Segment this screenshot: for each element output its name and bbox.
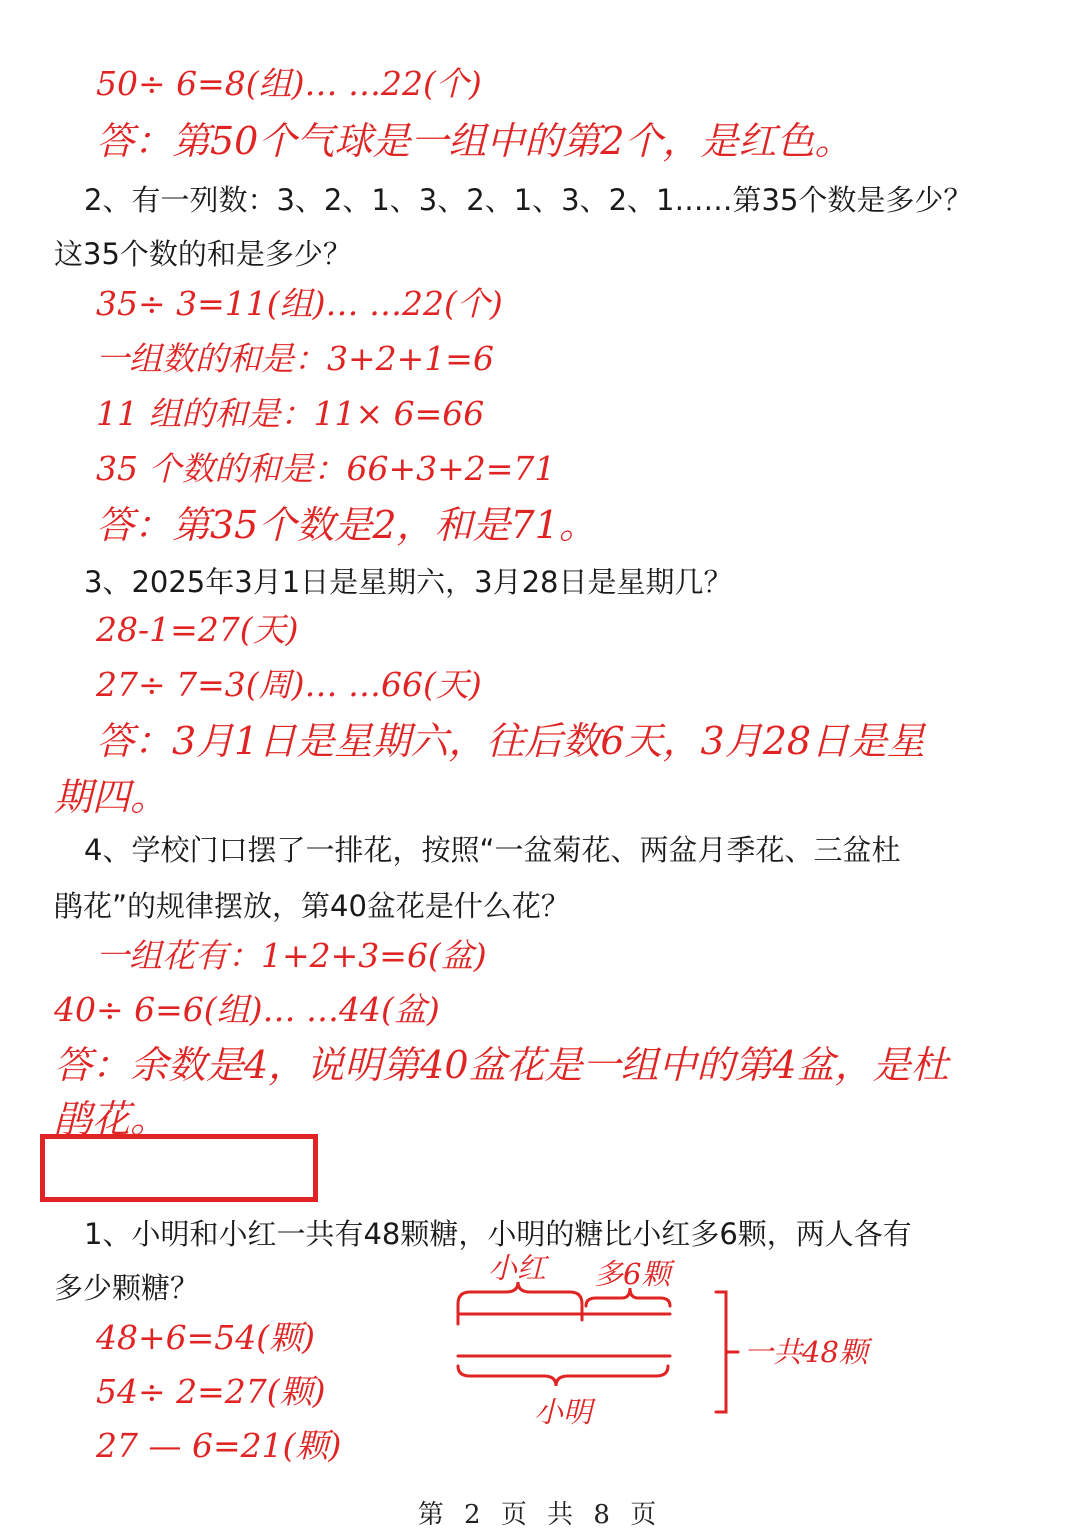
brace-xiaoming bbox=[458, 1366, 668, 1386]
answer-line: 期四。 bbox=[54, 775, 169, 819]
answer-calc-line: 27 — 6=21(颗) bbox=[96, 1426, 342, 1465]
answer-calc-line: 35 个数的和是：66+3+2=71 bbox=[96, 449, 556, 488]
answer-line: 答：第35个数是2，和是71。 bbox=[96, 503, 597, 547]
question-text: 鹃花”的规律摆放，第40盆花是什么花？ bbox=[54, 889, 570, 923]
label-xiaoming: 小明 bbox=[534, 1395, 593, 1429]
answer-calc-line: 54÷ 2=27(颗) bbox=[96, 1372, 326, 1411]
answer-calc-line: 27÷ 7=3(周)… …66(天) bbox=[96, 665, 482, 704]
answer-calc-line: 一组花有：1+2+3=6(盆) bbox=[96, 936, 487, 975]
label-total: 一共48颗 bbox=[744, 1335, 868, 1369]
question-text: 多少颗糖？ bbox=[54, 1271, 200, 1305]
answer-calc-line: 40÷ 6=6(组)… …44(盆) bbox=[54, 990, 440, 1029]
question-text: 4、学校门口摆了一排花，按照“一盆菊花、两盆月季花、三盆杜 bbox=[84, 833, 901, 867]
answer-calc-line: 一组数的和是：3+2+1=6 bbox=[96, 339, 494, 378]
question-text: 2、有一列数：3、2、1、3、2、1、3、2、1……第35个数是多少？ bbox=[84, 183, 973, 217]
answer-line: 答：第50个气球是一组中的第2个，是红色。 bbox=[96, 119, 853, 163]
answer-calc-line: 50÷ 6=8(组)… …22(个) bbox=[96, 64, 482, 103]
question-text: 3、2025年3月1日是星期六，3月28日是星期几？ bbox=[84, 565, 733, 599]
brace-xiaohong bbox=[458, 1282, 582, 1304]
section-heading bbox=[40, 1134, 318, 1202]
answer-calc-line: 35÷ 3=11(组)… …22(个) bbox=[96, 284, 503, 323]
answer-calc-line: 48+6=54(颗) bbox=[96, 1318, 316, 1357]
question-text: 1、小明和小红一共有48颗糖，小明的糖比小红多6颗，两人各有 bbox=[84, 1217, 912, 1251]
answer-line: 答：3月1日是星期六，往后数6天，3月28日是星 bbox=[96, 719, 926, 763]
answer-calc-line: 11 组的和是：11× 6=66 bbox=[96, 394, 485, 433]
question-text: 这35个数的和是多少？ bbox=[54, 237, 352, 271]
answer-calc-line: 28-1=27(天) bbox=[96, 610, 299, 649]
label-xiaohong: 小红 bbox=[488, 1251, 547, 1285]
label-more: 多6颗 bbox=[594, 1257, 671, 1291]
page-footer: 第 2 页 共 8 页 bbox=[417, 1500, 663, 1530]
answer-line: 答：余数是4，说明第40盆花是一组中的第4盆，是杜 bbox=[54, 1043, 949, 1087]
answer-line: 鹃花。 bbox=[54, 1097, 169, 1141]
line-segment-diagram bbox=[440, 1248, 900, 1448]
